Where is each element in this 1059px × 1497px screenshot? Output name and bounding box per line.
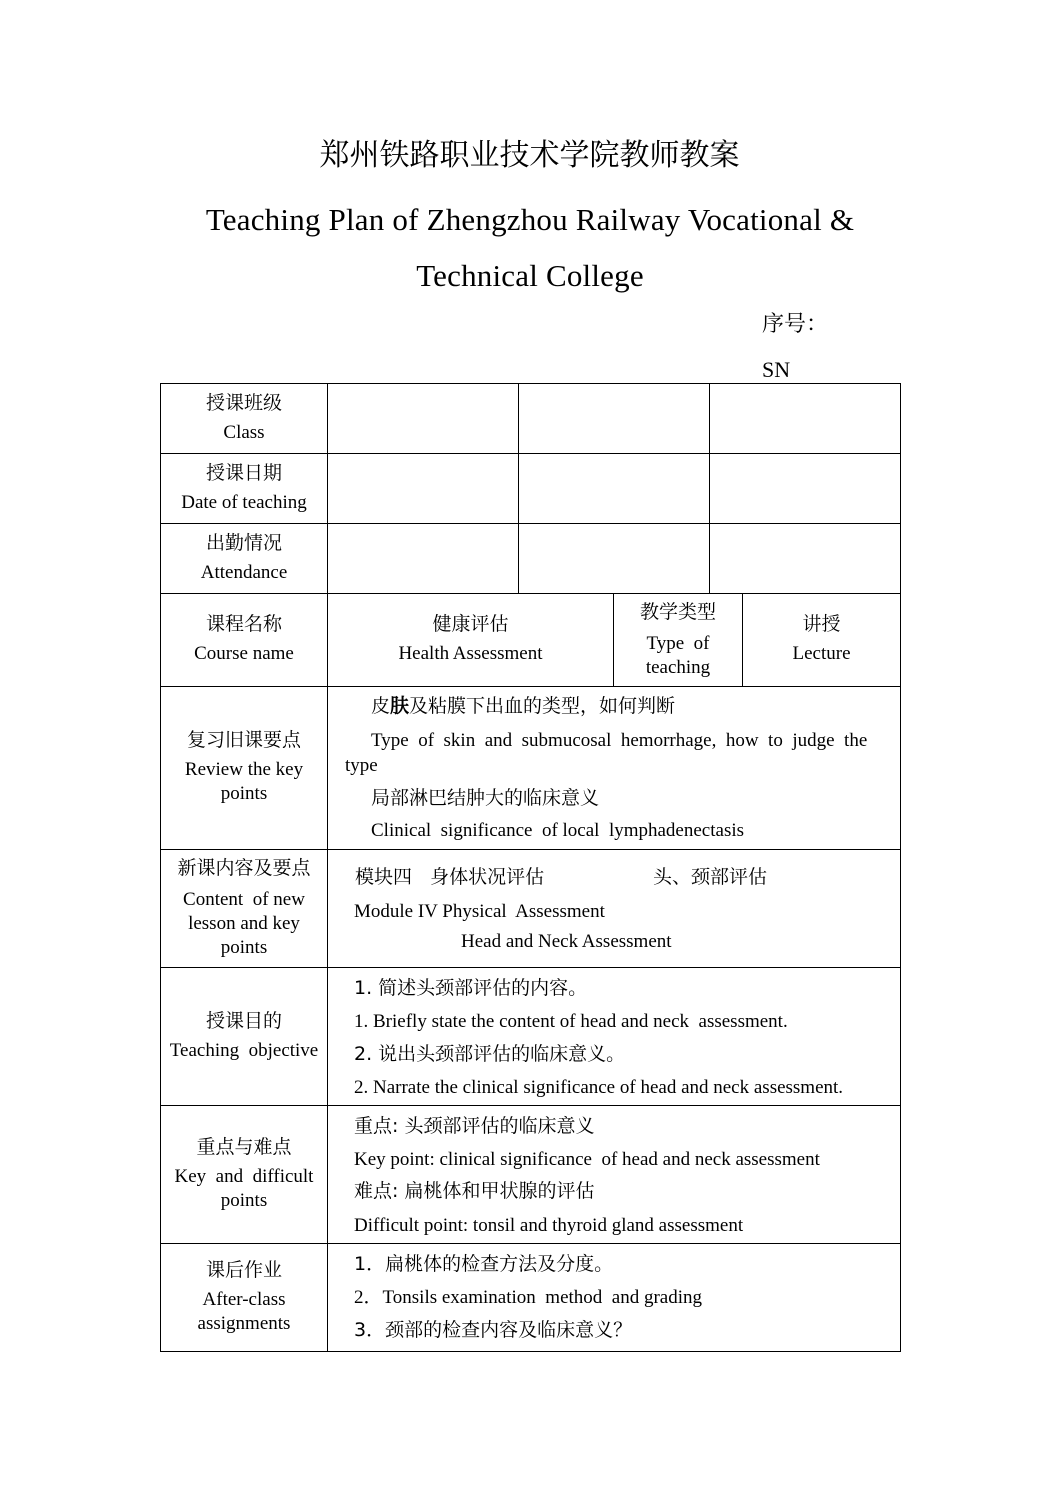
- objective-label-en: Teaching objective: [169, 1040, 319, 1061]
- review-line-1-bold: 肤: [390, 695, 410, 717]
- content-line-1a: 模块四 身体状况评估: [355, 866, 545, 888]
- key-line-2: Key point: clinical significance of head and neck assessment: [354, 1149, 820, 1170]
- review-label: [161, 728, 327, 806]
- review-label-en-2: points: [220, 783, 268, 804]
- attendance-label-en: Attendance: [200, 562, 288, 583]
- attendance-label: [161, 531, 327, 585]
- table-rule: [160, 1243, 901, 1244]
- review-label-en-1: Review the key: [184, 759, 304, 780]
- content-label-en-3: points: [220, 937, 268, 958]
- review-line-4: Clinical significance of local lymphadenectasis: [371, 820, 745, 841]
- course-name-label-en: Course name: [194, 643, 294, 664]
- review-line-2b: type: [345, 755, 378, 776]
- teaching-type-value-en: Lecture: [792, 643, 851, 664]
- objective-line-3: 2. 说出头颈部评估的临床意义。: [354, 1043, 626, 1065]
- teaching-type-label-cn: 教学类型: [639, 601, 716, 623]
- table-rule: [160, 686, 901, 687]
- key-line-3: 难点: 扁桃体和甲状腺的评估: [354, 1180, 595, 1202]
- teaching-type-value: [743, 612, 900, 666]
- course-name-label: [161, 612, 327, 666]
- key-line-4: Difficult point: tonsil and thyroid gland assessment: [354, 1215, 744, 1236]
- objective-label-cn: 授课目的: [205, 1010, 282, 1032]
- objective-line-1: 1. 简述头颈部评估的内容。: [354, 977, 588, 999]
- review-line-1: [371, 694, 675, 718]
- table-rule: [160, 383, 901, 384]
- homework-line-3: 3．颈部的检查内容及临床意义？: [354, 1319, 633, 1341]
- teaching-type-value-cn: 讲授: [802, 613, 841, 635]
- key-points-label-en-2: points: [220, 1190, 268, 1211]
- content-label: [161, 856, 327, 960]
- table-rule: [160, 1105, 901, 1106]
- table-rule: [518, 383, 519, 593]
- key-points-label-cn: 重点与难点: [196, 1136, 292, 1158]
- key-line-1: 重点: 头颈部评估的临床意义: [354, 1115, 595, 1137]
- table-rule: [160, 453, 901, 454]
- homework-label-en-2: assignments: [197, 1313, 291, 1334]
- title-en-line2: Technical College: [416, 258, 644, 293]
- table-rule: [160, 593, 901, 594]
- homework-label-en-1: After-class: [202, 1289, 286, 1310]
- document-title-en: [190, 192, 870, 304]
- review-line-3: 局部淋巴结肿大的临床意义: [371, 787, 600, 809]
- table-rule: [160, 967, 901, 968]
- content-label-en-1: Content of new: [183, 889, 305, 910]
- content-label-en-2: lesson and key: [188, 913, 300, 934]
- date-label: [161, 461, 327, 515]
- course-name-value-cn: 健康评估: [432, 613, 509, 635]
- objective-line-2: 1. Briefly state the content of head and neck assessment.: [354, 1011, 788, 1032]
- table-rule: [160, 523, 901, 524]
- document-title-cn: 郑州铁路职业技术学院教师教案: [319, 138, 740, 173]
- teaching-type-label: [614, 600, 742, 680]
- content-line-2: Module IV Physical Assessment: [354, 901, 605, 922]
- homework-line-2: 2．Tonsils examination method and grading: [354, 1287, 703, 1308]
- content-line-1b: 头、颈部评估: [653, 866, 768, 888]
- key-points-label: [161, 1135, 327, 1213]
- teaching-type-label-en-2: teaching: [645, 657, 711, 678]
- homework-label: [161, 1258, 327, 1336]
- review-label-cn: 复习旧课要点: [186, 729, 301, 751]
- class-label-en: Class: [223, 422, 265, 443]
- table-rule: [160, 1351, 901, 1352]
- table-rule: [160, 849, 901, 850]
- homework-line-1: 1．扁桃体的检查方法及分度。: [354, 1253, 614, 1275]
- homework-label-cn: 课后作业: [205, 1259, 282, 1281]
- key-points-label-en-1: Key and difficult: [174, 1166, 314, 1187]
- content-line-3: Head and Neck Assessment: [461, 931, 672, 952]
- class-label-cn: 授课班级: [205, 392, 282, 414]
- teaching-type-label-en-1: Type of: [646, 633, 710, 654]
- class-label: [161, 391, 327, 445]
- objective-line-4: 2. Narrate the clinical significance of head and neck assessment.: [354, 1077, 844, 1098]
- table-rule: [709, 383, 710, 593]
- title-en-line1: Teaching Plan of Zhengzhou Railway Vocational &: [205, 202, 855, 237]
- table-rule: [327, 383, 328, 1352]
- objective-label: [161, 1009, 327, 1063]
- review-line-2: Type of skin and submucosal hemorrhage, how to judge the: [371, 730, 868, 751]
- review-line-1-pre: 皮: [371, 695, 391, 717]
- date-label-en: Date of teaching: [181, 492, 307, 513]
- course-name-value: [328, 612, 613, 666]
- content-label-cn: 新课内容及要点: [177, 857, 311, 879]
- serial-number-label-cn: 序号：: [762, 312, 829, 337]
- course-name-value-en: Health Assessment: [398, 643, 543, 664]
- attendance-label-cn: 出勤情况: [205, 532, 282, 554]
- review-line-1-post: 及粘膜下出血的类型，如何判断: [409, 695, 676, 717]
- table-rule: [900, 383, 901, 1352]
- course-name-label-cn: 课程名称: [205, 613, 282, 635]
- serial-number-label-en: SN: [762, 357, 791, 382]
- date-label-cn: 授课日期: [205, 462, 282, 484]
